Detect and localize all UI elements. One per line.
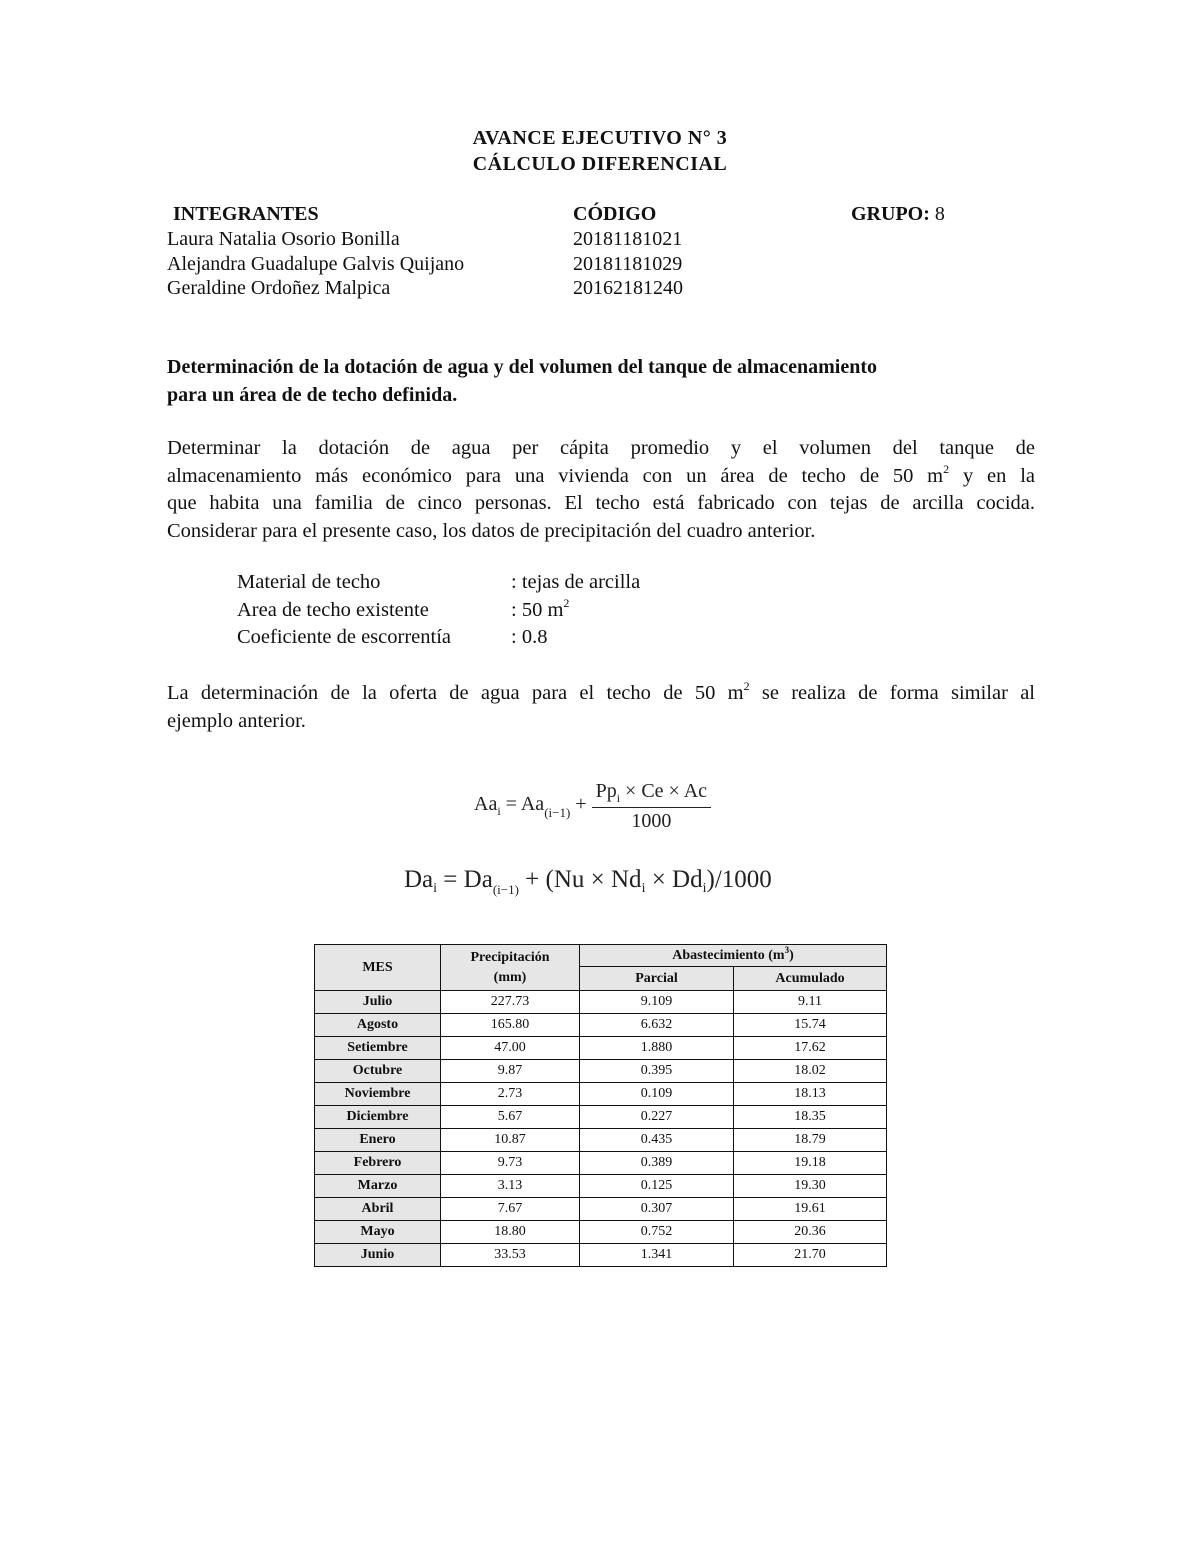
document-subtitle: CÁLCULO DIFERENCIAL bbox=[472, 153, 728, 175]
column-header-cumulative: Acumulado bbox=[734, 967, 887, 991]
precipitation-cell: 227.73 bbox=[441, 991, 580, 1014]
formula-symbol: × Dd bbox=[645, 866, 703, 893]
cumulative-cell: 9.11 bbox=[734, 991, 887, 1014]
member-code: 20181181021 bbox=[573, 228, 683, 250]
column-header-precipitation bbox=[441, 945, 580, 991]
formula-subscript: i bbox=[641, 881, 646, 896]
code-header: CÓDIGO bbox=[573, 203, 657, 225]
paragraph-text: se realiza de forma similar al bbox=[749, 682, 1035, 704]
month-cell: Mayo bbox=[315, 1221, 441, 1244]
precipitation-cell: 7.67 bbox=[441, 1198, 580, 1221]
section-heading bbox=[167, 353, 1047, 409]
superscript: 3 bbox=[784, 944, 790, 955]
table-row bbox=[315, 1221, 887, 1244]
table-body bbox=[315, 991, 887, 1267]
paragraph-text: La determinación de la oferta de agua para el techo de 50 m bbox=[167, 682, 744, 704]
property-label: Material de techo bbox=[237, 571, 381, 593]
paragraph-line: Determinar la dotación de agua per cápita promedio y el volumen del tanque de bbox=[167, 437, 1035, 459]
member-code: 20162181240 bbox=[573, 277, 683, 299]
document-title: AVANCE EJECUTIVO N° 3 bbox=[472, 127, 728, 149]
partial-cell: 0.389 bbox=[580, 1152, 734, 1175]
property-value bbox=[511, 596, 570, 622]
superscript: 2 bbox=[943, 461, 950, 476]
cumulative-cell: 17.62 bbox=[734, 1037, 887, 1060]
table-row bbox=[315, 1175, 887, 1198]
precipitation-cell: 9.87 bbox=[441, 1060, 580, 1083]
month-cell: Julio bbox=[315, 991, 441, 1014]
column-header-supply bbox=[580, 945, 887, 967]
precipitation-cell: 10.87 bbox=[441, 1129, 580, 1152]
cumulative-cell: 20.36 bbox=[734, 1221, 887, 1244]
paragraph-line: ejemplo anterior. bbox=[167, 709, 306, 732]
cumulative-cell: 15.74 bbox=[734, 1014, 887, 1037]
section-heading-line: para un área de de techo definida. bbox=[167, 384, 458, 406]
property-value: : tejas de arcilla bbox=[511, 571, 641, 593]
section-heading-line: Determinación de la dotación de agua y del volumen del tanque de almacenamiento bbox=[167, 356, 877, 378]
partial-cell: 9.109 bbox=[580, 991, 734, 1014]
header-text: Abastecimiento (m bbox=[672, 947, 785, 963]
table-row bbox=[315, 1244, 887, 1267]
partial-cell: 0.435 bbox=[580, 1129, 734, 1152]
table-row bbox=[315, 1083, 887, 1106]
precipitation-cell: 33.53 bbox=[441, 1244, 580, 1267]
formula-symbol: + (Nu × Nd bbox=[518, 866, 642, 893]
partial-cell: 1.341 bbox=[580, 1244, 734, 1267]
month-cell: Noviembre bbox=[315, 1083, 441, 1106]
cumulative-cell: 18.79 bbox=[734, 1129, 887, 1152]
member-name: Laura Natalia Osorio Bonilla bbox=[167, 228, 400, 250]
partial-cell: 0.227 bbox=[580, 1106, 734, 1129]
group-info bbox=[851, 203, 945, 226]
paragraph-text: almacenamiento más económico para una vivienda con un área de techo de 50 m bbox=[167, 464, 944, 487]
superscript: 2 bbox=[563, 596, 570, 610]
paragraph-line bbox=[167, 680, 1035, 708]
partial-cell: 0.752 bbox=[580, 1221, 734, 1244]
formula-symbol: Aa bbox=[520, 792, 545, 815]
member-code: 20181181029 bbox=[573, 253, 683, 275]
property-label: Area de techo existente bbox=[237, 599, 429, 621]
formula-subscript: (i−1) bbox=[492, 882, 519, 897]
table-row bbox=[315, 1106, 887, 1129]
cumulative-cell: 18.02 bbox=[734, 1060, 887, 1083]
paragraph-line: Considerar para el presente caso, los datos de precipitación del cuadro anterior. bbox=[167, 519, 816, 542]
formula-symbol: Pp bbox=[595, 780, 617, 802]
table-row bbox=[315, 1152, 887, 1175]
cumulative-cell: 18.13 bbox=[734, 1083, 887, 1106]
column-header-partial: Parcial bbox=[580, 967, 734, 991]
superscript: 2 bbox=[743, 679, 750, 693]
formula-fraction bbox=[592, 780, 711, 833]
precipitation-cell: 47.00 bbox=[441, 1037, 580, 1060]
precipitation-cell: 9.73 bbox=[441, 1152, 580, 1175]
partial-cell: 6.632 bbox=[580, 1014, 734, 1037]
cumulative-cell: 21.70 bbox=[734, 1244, 887, 1267]
partial-cell: 0.109 bbox=[580, 1083, 734, 1106]
formula-subscript: i bbox=[702, 881, 707, 896]
group-value: 8 bbox=[934, 203, 945, 225]
month-cell: Marzo bbox=[315, 1175, 441, 1198]
table-row bbox=[315, 1037, 887, 1060]
formula-operator: = bbox=[500, 792, 521, 815]
fraction-denominator: 1000 bbox=[631, 810, 672, 832]
month-cell: Octubre bbox=[315, 1060, 441, 1083]
table-row bbox=[315, 1198, 887, 1221]
precipitation-cell: 3.13 bbox=[441, 1175, 580, 1198]
formula-symbol: × Ce × Ac bbox=[620, 780, 708, 802]
table-row bbox=[315, 1129, 887, 1152]
precipitation-cell: 18.80 bbox=[441, 1221, 580, 1244]
formula-symbol: Aa bbox=[474, 792, 498, 815]
partial-cell: 0.395 bbox=[580, 1060, 734, 1083]
formula-symbol: Da bbox=[463, 866, 493, 893]
formula-subscript: i bbox=[616, 791, 621, 805]
partial-cell: 0.125 bbox=[580, 1175, 734, 1198]
table-row bbox=[315, 1060, 887, 1083]
formula-subscript: i bbox=[497, 803, 501, 818]
paragraph-text: y en la bbox=[949, 464, 1035, 487]
group-label: GRUPO: bbox=[851, 203, 930, 225]
month-cell: Enero bbox=[315, 1129, 441, 1152]
formula-symbol: Da bbox=[404, 866, 434, 893]
paragraph-line bbox=[167, 463, 1035, 491]
formula-operator: + bbox=[570, 792, 587, 815]
month-cell: Diciembre bbox=[315, 1106, 441, 1129]
supply-paragraph bbox=[167, 680, 1035, 735]
problem-paragraph bbox=[167, 435, 1035, 545]
formula-operator: = bbox=[437, 866, 464, 893]
formula-symbol: )/1000 bbox=[706, 866, 772, 893]
demand-formula bbox=[404, 866, 772, 898]
precipitation-cell: 165.80 bbox=[441, 1014, 580, 1037]
month-cell: Febrero bbox=[315, 1152, 441, 1175]
cumulative-cell: 18.35 bbox=[734, 1106, 887, 1129]
cumulative-cell: 19.18 bbox=[734, 1152, 887, 1175]
table-row bbox=[315, 991, 887, 1014]
members-header: INTEGRANTES bbox=[173, 203, 319, 225]
header-text: Precipitación bbox=[470, 949, 550, 965]
header-text: ) bbox=[789, 947, 794, 963]
member-name: Geraldine Ordoñez Malpica bbox=[167, 277, 391, 299]
partial-cell: 1.880 bbox=[580, 1037, 734, 1060]
supply-formula bbox=[474, 780, 711, 833]
column-header-month: MES bbox=[315, 945, 441, 991]
cumulative-cell: 19.30 bbox=[734, 1175, 887, 1198]
month-cell: Abril bbox=[315, 1198, 441, 1221]
precipitation-cell: 2.73 bbox=[441, 1083, 580, 1106]
paragraph-line: que habita una familia de cinco personas. El techo está fabricado con tejas de arcilla cocida. bbox=[167, 492, 1035, 514]
formula-lhs bbox=[474, 793, 587, 821]
table-row bbox=[315, 1014, 887, 1037]
property-label: Coeficiente de escorrentía bbox=[237, 626, 451, 648]
property-value: : 0.8 bbox=[511, 626, 548, 648]
formula-subscript: (i−1) bbox=[544, 804, 571, 820]
month-cell: Agosto bbox=[315, 1014, 441, 1037]
fraction-numerator bbox=[592, 780, 711, 808]
precipitation-cell: 5.67 bbox=[441, 1106, 580, 1129]
cumulative-cell: 19.61 bbox=[734, 1198, 887, 1221]
water-supply-table bbox=[314, 944, 887, 1267]
month-cell: Setiembre bbox=[315, 1037, 441, 1060]
member-name: Alejandra Guadalupe Galvis Quijano bbox=[167, 253, 465, 275]
header-text: (mm) bbox=[493, 969, 527, 985]
partial-cell: 0.307 bbox=[580, 1198, 734, 1221]
month-cell: Junio bbox=[315, 1244, 441, 1267]
formula-subscript: i bbox=[433, 881, 438, 896]
property-value-text: : 50 m bbox=[511, 599, 564, 621]
